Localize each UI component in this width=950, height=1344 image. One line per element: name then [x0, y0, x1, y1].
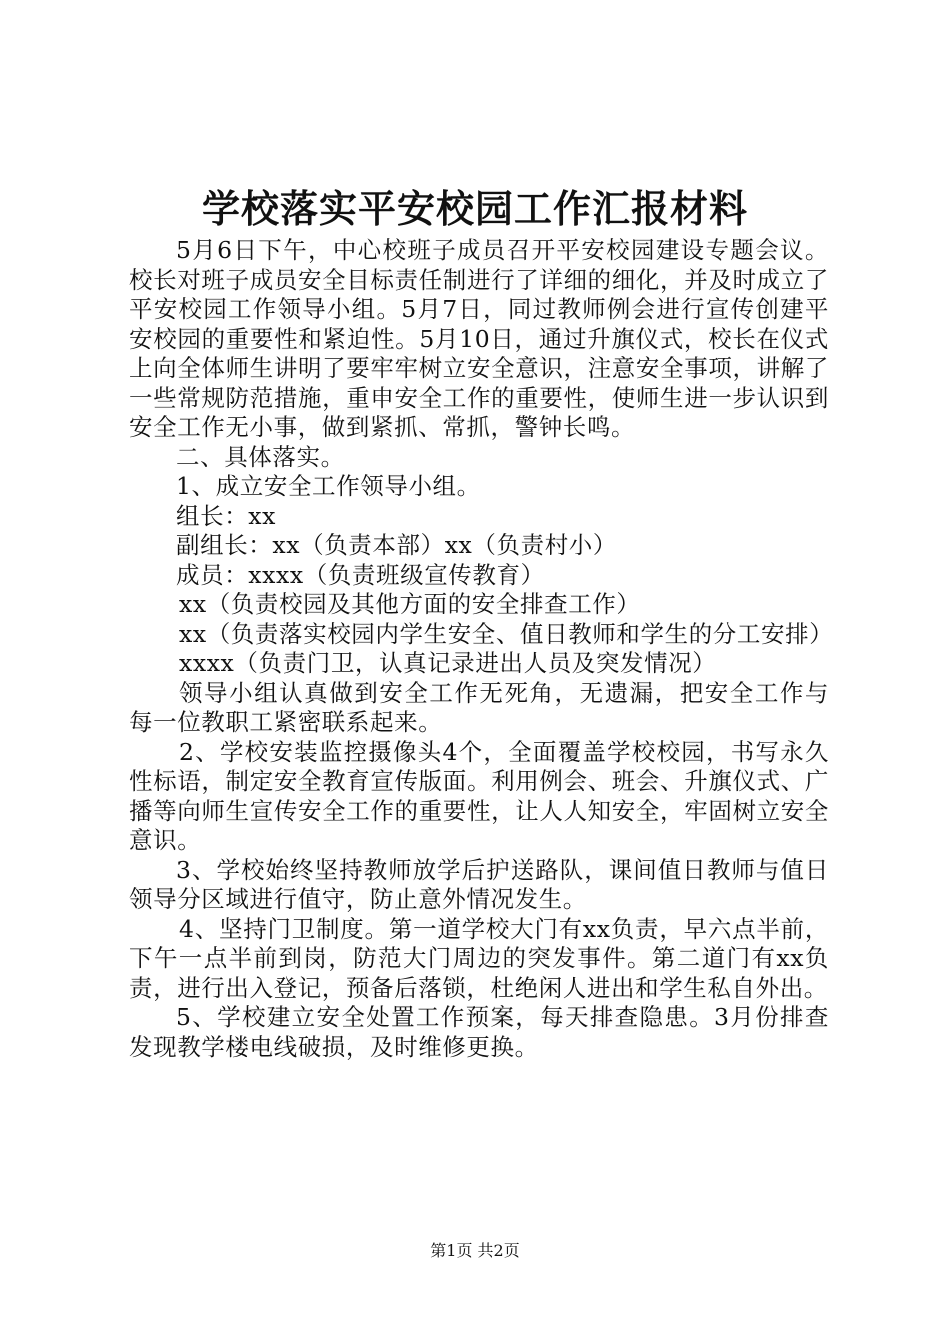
document-title: 学校落实平安校园工作汇报材料	[201, 186, 748, 231]
page-footer: 第1页 共2页	[430, 1241, 520, 1260]
paragraph-member-students: xx（负责落实校园内学生安全、值日教师和学生的分工安排）	[179, 619, 834, 648]
paragraph-item-3: 3、学校始终坚持教师放学后护送路队，课间值日教师与值日领导分区域进行值守，防止意外情况发生。	[129, 855, 829, 913]
paragraph-item-2: 2、学校安装监控摄像头4个，全面覆盖学校校园，书写永久性标语，制定安全教育宣传版面。利用例会、班会、升旗仪式、广播等向师生宣传安全工作的重要性，让人人知安全，牢固树立安全意识。	[129, 737, 829, 854]
paragraph-member-campus: xx（负责校园及其他方面的安全排查工作）	[179, 590, 641, 618]
paragraph-item-5: 5、学校建立安全处置工作预案，每天排查隐患。3月份排查发现教学楼电线破损，及时维修更换。	[129, 1003, 829, 1061]
paragraph-leader: 组长：xx	[176, 501, 277, 530]
paragraph-members: 成员：xxxx（负责班级宣传教育）	[176, 560, 545, 589]
paragraph-item-4: 4、坚持门卫制度。第一道学校大门有xx负责，早六点半前，下午一点半前到岗，防范大门周边的突发事件。第二道门有xx负责，进行出入登记，预备后落锁，杜绝闲人进出和学生私自外出。	[129, 914, 829, 1002]
paragraph-member-gate: xxxx（负责门卫，认真记录进出人员及突发情况）	[179, 649, 717, 677]
paragraph-deputy-leader: 副组长：xx（负责本部）xx（负责村小）	[176, 531, 618, 559]
document-body	[129, 236, 834, 1062]
paragraph-item-1: 1、成立安全工作领导小组。	[176, 472, 481, 500]
paragraph-meeting: 5月6日下午，中心校班子成员召开平安校园建设专题会议。校长对班子成员安全目标责任制进行了详细的细化，并及时成立了平安校园工作领导小组。5月7日，同过教师例会进行宣传创建平安校园的重要性和紧迫性。5月10日，通过升旗仪式，校长在仪式上向全体师生讲明了要牢牢树立安全意识，注意安全事项，讲解了一些常规防范措施，重申安全工作的重要性，使师生进一步认识到安全工作无小事，做到紧抓、常抓，警钟长鸣。	[129, 236, 829, 441]
paragraph-section-heading: 二、具体落实。	[176, 442, 345, 471]
paragraph-group-duty: 领导小组认真做到安全工作无死角，无遗漏，把安全工作与每一位教职工紧密联系起来。	[129, 678, 829, 736]
